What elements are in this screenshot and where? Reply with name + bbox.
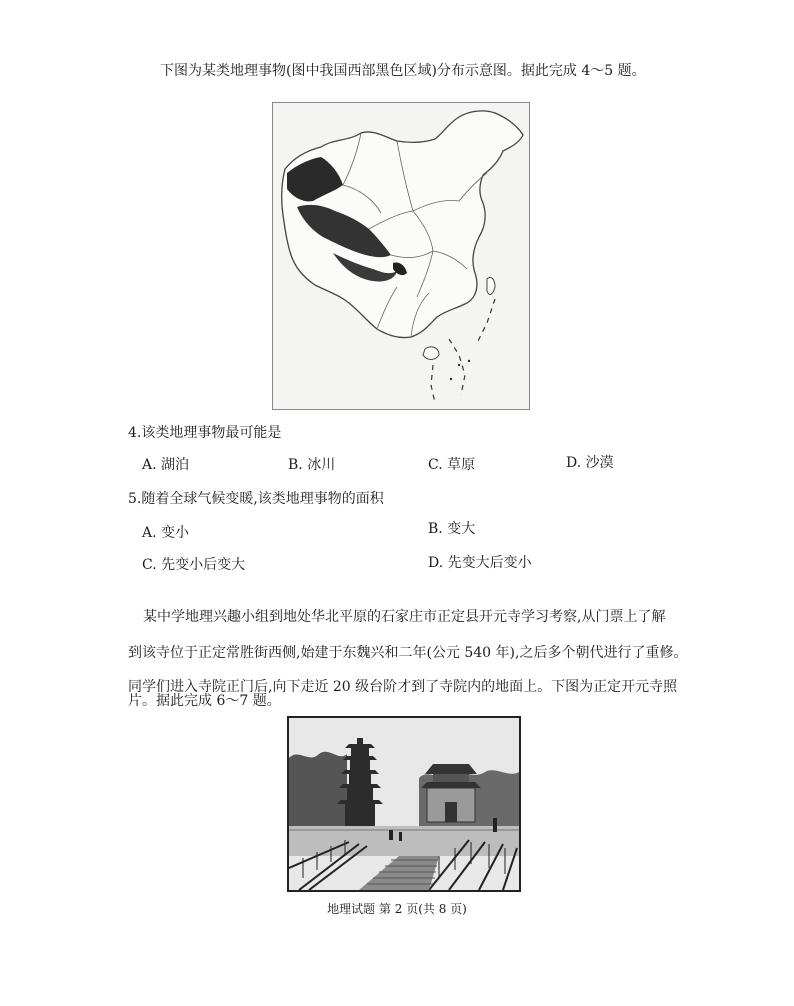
question-4-stem: 4.该类地理事物最可能是 [128, 425, 282, 441]
question-4-option-a: A. 湖泊 [142, 457, 190, 473]
temple-photo-drawing [289, 718, 519, 890]
question-5-option-d: D. 先变大后变小 [428, 555, 532, 571]
question-5-option-b: B. 变大 [428, 521, 476, 537]
photo-intro-line-3: 同学们进入寺院正门后,向下走近 20 级台阶才到了寺院内的地面上。下图为正定开元寺照 [128, 679, 678, 695]
question-4-option-d: D. 沙漠 [566, 455, 614, 471]
kaiyuan-temple-photo [287, 716, 521, 892]
question-4-option-c: C. 草原 [428, 457, 476, 473]
question-5-option-c: C. 先变小后变大 [142, 557, 246, 573]
map-intro-text: 下图为某类地理事物(图中我国西部黑色区域)分布示意图。据此完成 4～5 题。 [160, 63, 646, 79]
photo-intro-line-2: 到该寺位于正定常胜街西侧,始建于东魏兴和二年(公元 540 年),之后多个朝代进行了重修。 [128, 645, 688, 661]
china-map-figure [272, 102, 530, 410]
photo-intro-line-4: 片。据此完成 6～7 题。 [128, 693, 281, 709]
photo-intro-line-1: 某中学地理兴趣小组到地处华北平原的石家庄市正定县开元寺学习考察,从门票上了解 [143, 609, 666, 625]
china-map-drawing [273, 103, 529, 409]
question-4-option-b: B. 冰川 [288, 457, 336, 473]
question-5-option-a: A. 变小 [142, 525, 190, 541]
page-footer: 地理试题 第 2 页(共 8 页) [327, 902, 467, 916]
question-5-stem: 5.随着全球气候变暖,该类地理事物的面积 [128, 491, 384, 507]
